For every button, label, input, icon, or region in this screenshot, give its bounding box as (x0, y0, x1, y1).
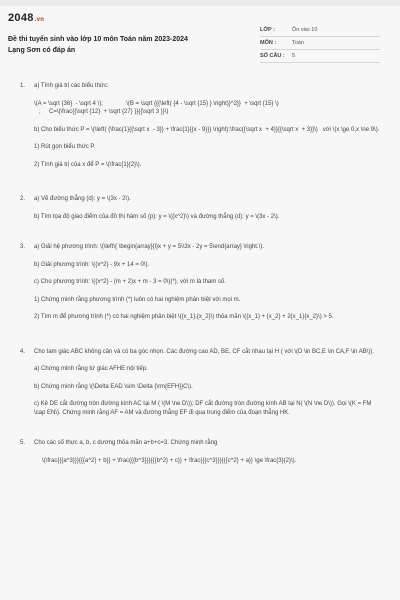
question-line: a) Chứng minh rằng tứ giác AFHE nội tiếp. (34, 366, 148, 372)
question-line: \(A = \sqrt {36} - \sqrt 4 \); \(B = \sqrt {{{\left( {4 - \sqrt {15} } \right)}^2}} + \sqrt {15} \) (34, 100, 279, 107)
meta-value: Toán (292, 40, 304, 46)
question-line: 2) Tính giá trị của x để P = \(\frac{1}{2}\). (34, 161, 142, 168)
site-logo[interactable] (8, 12, 44, 24)
question-1 (20, 82, 384, 169)
question-line: a) Tính giá trị các biểu thức: (34, 83, 109, 89)
question-number: 2. (20, 196, 26, 202)
meta-label: SỐ CÂU : (260, 53, 285, 59)
exam-title-line-1: Đề thi tuyển sinh vào lớp 10 môn Toán năm 2023-2024 (8, 36, 188, 43)
question-number: 4. (20, 348, 26, 355)
meta-value: Ôn vào 10 (292, 27, 318, 33)
question-line: 1) Rút gọn biểu thức P. (34, 144, 96, 150)
question-5 (20, 439, 384, 465)
question-line: 2) Tìm m để phương trình (*) có hai nghiệm phân biệt \({x_1},{x_2}\) thỏa mãn \({x_1} + {x_2} + 2{x_1}{x_2}\) > 5. (34, 314, 334, 320)
question-line: Cho các số thực a, b, c dương thỏa mãn a+b+c=3. Chứng minh rằng (34, 440, 218, 446)
exam-meta-table (260, 24, 380, 63)
question-number: 1. (20, 83, 26, 89)
meta-value: 5 (292, 53, 296, 59)
question-line: Cho tam giác ABC không cân và có ba góc nhọn. Các đường cao AD, BE, CF cắt nhau tại H ( với \(D \in BC,E \in CA,F \in AB\)). (34, 348, 375, 355)
question-number: 5. (20, 440, 26, 446)
question-line: c) Cho phương trình: \({x^2} - (m + 2)x + m - 3 = 0\)(*), với m là tham số. (34, 279, 226, 285)
meta-label: MÔN : (260, 40, 277, 46)
exam-title (8, 34, 248, 56)
question-3 (20, 243, 384, 322)
question-4 (20, 348, 384, 418)
meta-label: LỚP : (260, 27, 275, 33)
question-line: a) Vẽ đường thẳng (d): y = \(3x - 2\). (34, 196, 131, 202)
meta-row-question-count (260, 50, 380, 63)
logo-text: 2048 (8, 12, 34, 24)
document-header (8, 12, 392, 82)
question-line: b) Cho biểu thức P = \(\left( {\frac{1}{{\sqrt x - 3}} + \frac{1}{{x - 9}}} \right):\frac{{\sqrt x + 4}}{{\sqrt x + 3}}\) với \(x \ge 0,x \ne 9\). (34, 126, 380, 133)
question-2 (20, 195, 384, 221)
exam-title-line-2: Lạng Sơn có đáp án (8, 47, 76, 54)
question-list (20, 80, 384, 465)
top-bar (0, 0, 400, 6)
meta-row-subject (260, 37, 380, 50)
question-line: b) Tìm tọa độ giao điểm của đồ thị hàm số (p): y = \({x^2}\) và đường thẳng (d): y = \(3x - 2\). (34, 213, 280, 220)
logo-suffix: .vn (34, 17, 45, 23)
question-line: b) Giải phương trình: \({x^2} - 9x + 14 = 0\). (34, 261, 150, 268)
question-line: ; C=\(\frac{{\sqrt {12} + \sqrt {27} }}{{\sqrt 3 }}\) (34, 109, 169, 115)
meta-row-class (260, 24, 380, 37)
question-line: a) Giải hệ phương trình: \(\left\{ \begin{array}{l}x + y = 5\\3x - 2y = 5\end{array} \right.\). (34, 244, 264, 250)
question-number: 3. (20, 244, 26, 250)
question-line: c) Kẻ DE cắt đường tròn đường kính AC tại M ( \(M \ne D\)); DF cắt đường tròn đường kính AB tại N( \(N \ne D\)). Gọi \(K = FM \cap EN\). Chứng minh rằng AF = AM và đường thẳng EF đi qua trung điểm của đoạn thẳng HK. (34, 401, 374, 416)
question-line: 1) Chứng minh rằng phương trình (*) luôn có hai nghiệm phân biệt với mọi m. (34, 296, 241, 303)
question-line: \(\frac{{{a^3}}}{{{a^2} + b}} + \frac{{{b^3}}}{{{b^2} + c}} + \frac{{{c^3}}}{{{c^2} + a}} \ge \frac{3}{2}\). (42, 457, 297, 464)
question-line: b) Chứng minh rằng \(\Delta EAD \sim \Delta {\rm{EFH}}C\). (34, 383, 193, 390)
